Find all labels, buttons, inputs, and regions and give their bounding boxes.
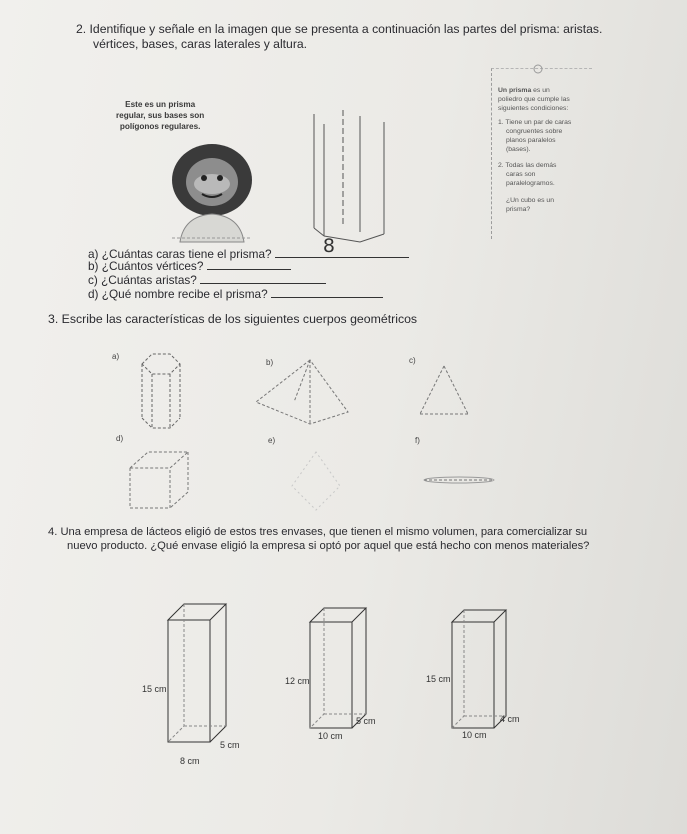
container-3-width: 10 cm (462, 730, 487, 740)
question-4-line-1: 4. Una empresa de lácteos eligió de estos tres envases, que tienen el mismo volumen, para comercializar su (48, 526, 588, 538)
answer-2b-field[interactable] (207, 259, 291, 270)
definition-line-2: poliedro que cumple las (498, 96, 570, 103)
condition-1-line-3: planos paralelos (506, 137, 556, 144)
question-2c-label: c) ¿Cuántas aristas? (88, 273, 197, 287)
shape-label-d: d) (116, 434, 124, 443)
shape-d-cube (126, 448, 190, 512)
question-4-line-2: nuevo producto. ¿Qué envase eligió la empresa si optó por aquel que está hecho con menos materiales? (67, 540, 590, 552)
answer-2a-field[interactable] (275, 235, 409, 258)
condition-3-line-1: ¿Un cubo es un (506, 197, 554, 204)
condition-1-line-2: congruentes sobre (506, 128, 563, 135)
shape-b-pyramid (250, 356, 350, 430)
container-2-height: 12 cm (285, 676, 310, 686)
question-3-title: 3. Escribe las características de los siguientes cuerpos geométricos (48, 312, 418, 326)
condition-2-line-2: caras son (506, 171, 536, 178)
container-1-depth: 5 cm (220, 740, 240, 750)
shape-label-b: b) (266, 358, 274, 367)
condition-3-line-2: prisma? (506, 206, 531, 213)
definition-line-1: es un (531, 87, 550, 94)
shape-label-f: f) (415, 436, 420, 445)
container-2-box (308, 604, 370, 732)
question-2c (88, 273, 326, 287)
container-1-box (166, 600, 236, 746)
prism-intro-text (116, 99, 204, 132)
question-2b (88, 259, 291, 273)
intro-line-3: polígonos regulares. (119, 122, 201, 131)
condition-1-line-1: 1. Tiene un par de caras (498, 119, 572, 126)
intro-line-1: Este es un prisma (125, 100, 196, 109)
cartoon-character-illustration (162, 138, 262, 244)
shape-label-a: a) (112, 352, 120, 361)
container-2-width: 10 cm (318, 731, 343, 741)
container-1-width: 8 cm (180, 756, 200, 766)
question-2a-label: a) ¿Cuántas caras tiene el prisma? (88, 247, 272, 261)
intro-line-2: regular, sus bases son (116, 111, 205, 120)
question-2b-label: b) ¿Cuántos vértices? (88, 259, 204, 273)
container-1-height: 15 cm (142, 684, 167, 694)
prism-diagram (298, 108, 398, 258)
shape-f-cylinder (420, 448, 500, 488)
shape-a-hexagonal-prism (134, 350, 186, 432)
container-3-depth: 4 cm (500, 714, 520, 724)
shape-label-e: e) (268, 436, 276, 445)
shape-c-cone (416, 362, 476, 422)
question-2d-label: d) ¿Qué nombre recibe el prisma? (88, 287, 268, 301)
shape-e-faint-solid (286, 446, 346, 516)
condition-2-line-3: paralelogramos. (506, 180, 555, 187)
question-2-line-1: 2. Identifique y señale en la imagen que se presenta a continuación las partes del prisma: aristas. (76, 22, 603, 36)
question-2-line-2: vértices, bases, caras laterales y altura. (93, 37, 308, 51)
condition-2-line-1: 2. Todas las demás (498, 162, 557, 169)
container-3-height: 15 cm (426, 674, 451, 684)
prism-definition-card (491, 68, 592, 239)
answer-2d-field[interactable] (271, 287, 383, 298)
answer-2c-field[interactable] (200, 273, 326, 284)
decorative-bulb-icon (532, 63, 544, 75)
condition-1-line-4: (bases). (506, 146, 531, 153)
shape-label-c: c) (409, 356, 416, 365)
question-2d (88, 287, 383, 301)
answer-2a-handwritten: 8 (322, 235, 335, 257)
definition-line-3: siguientes condiciones: (498, 105, 569, 112)
container-2-depth: 5 cm (356, 716, 376, 726)
definition-title: Un prisma (498, 87, 532, 94)
